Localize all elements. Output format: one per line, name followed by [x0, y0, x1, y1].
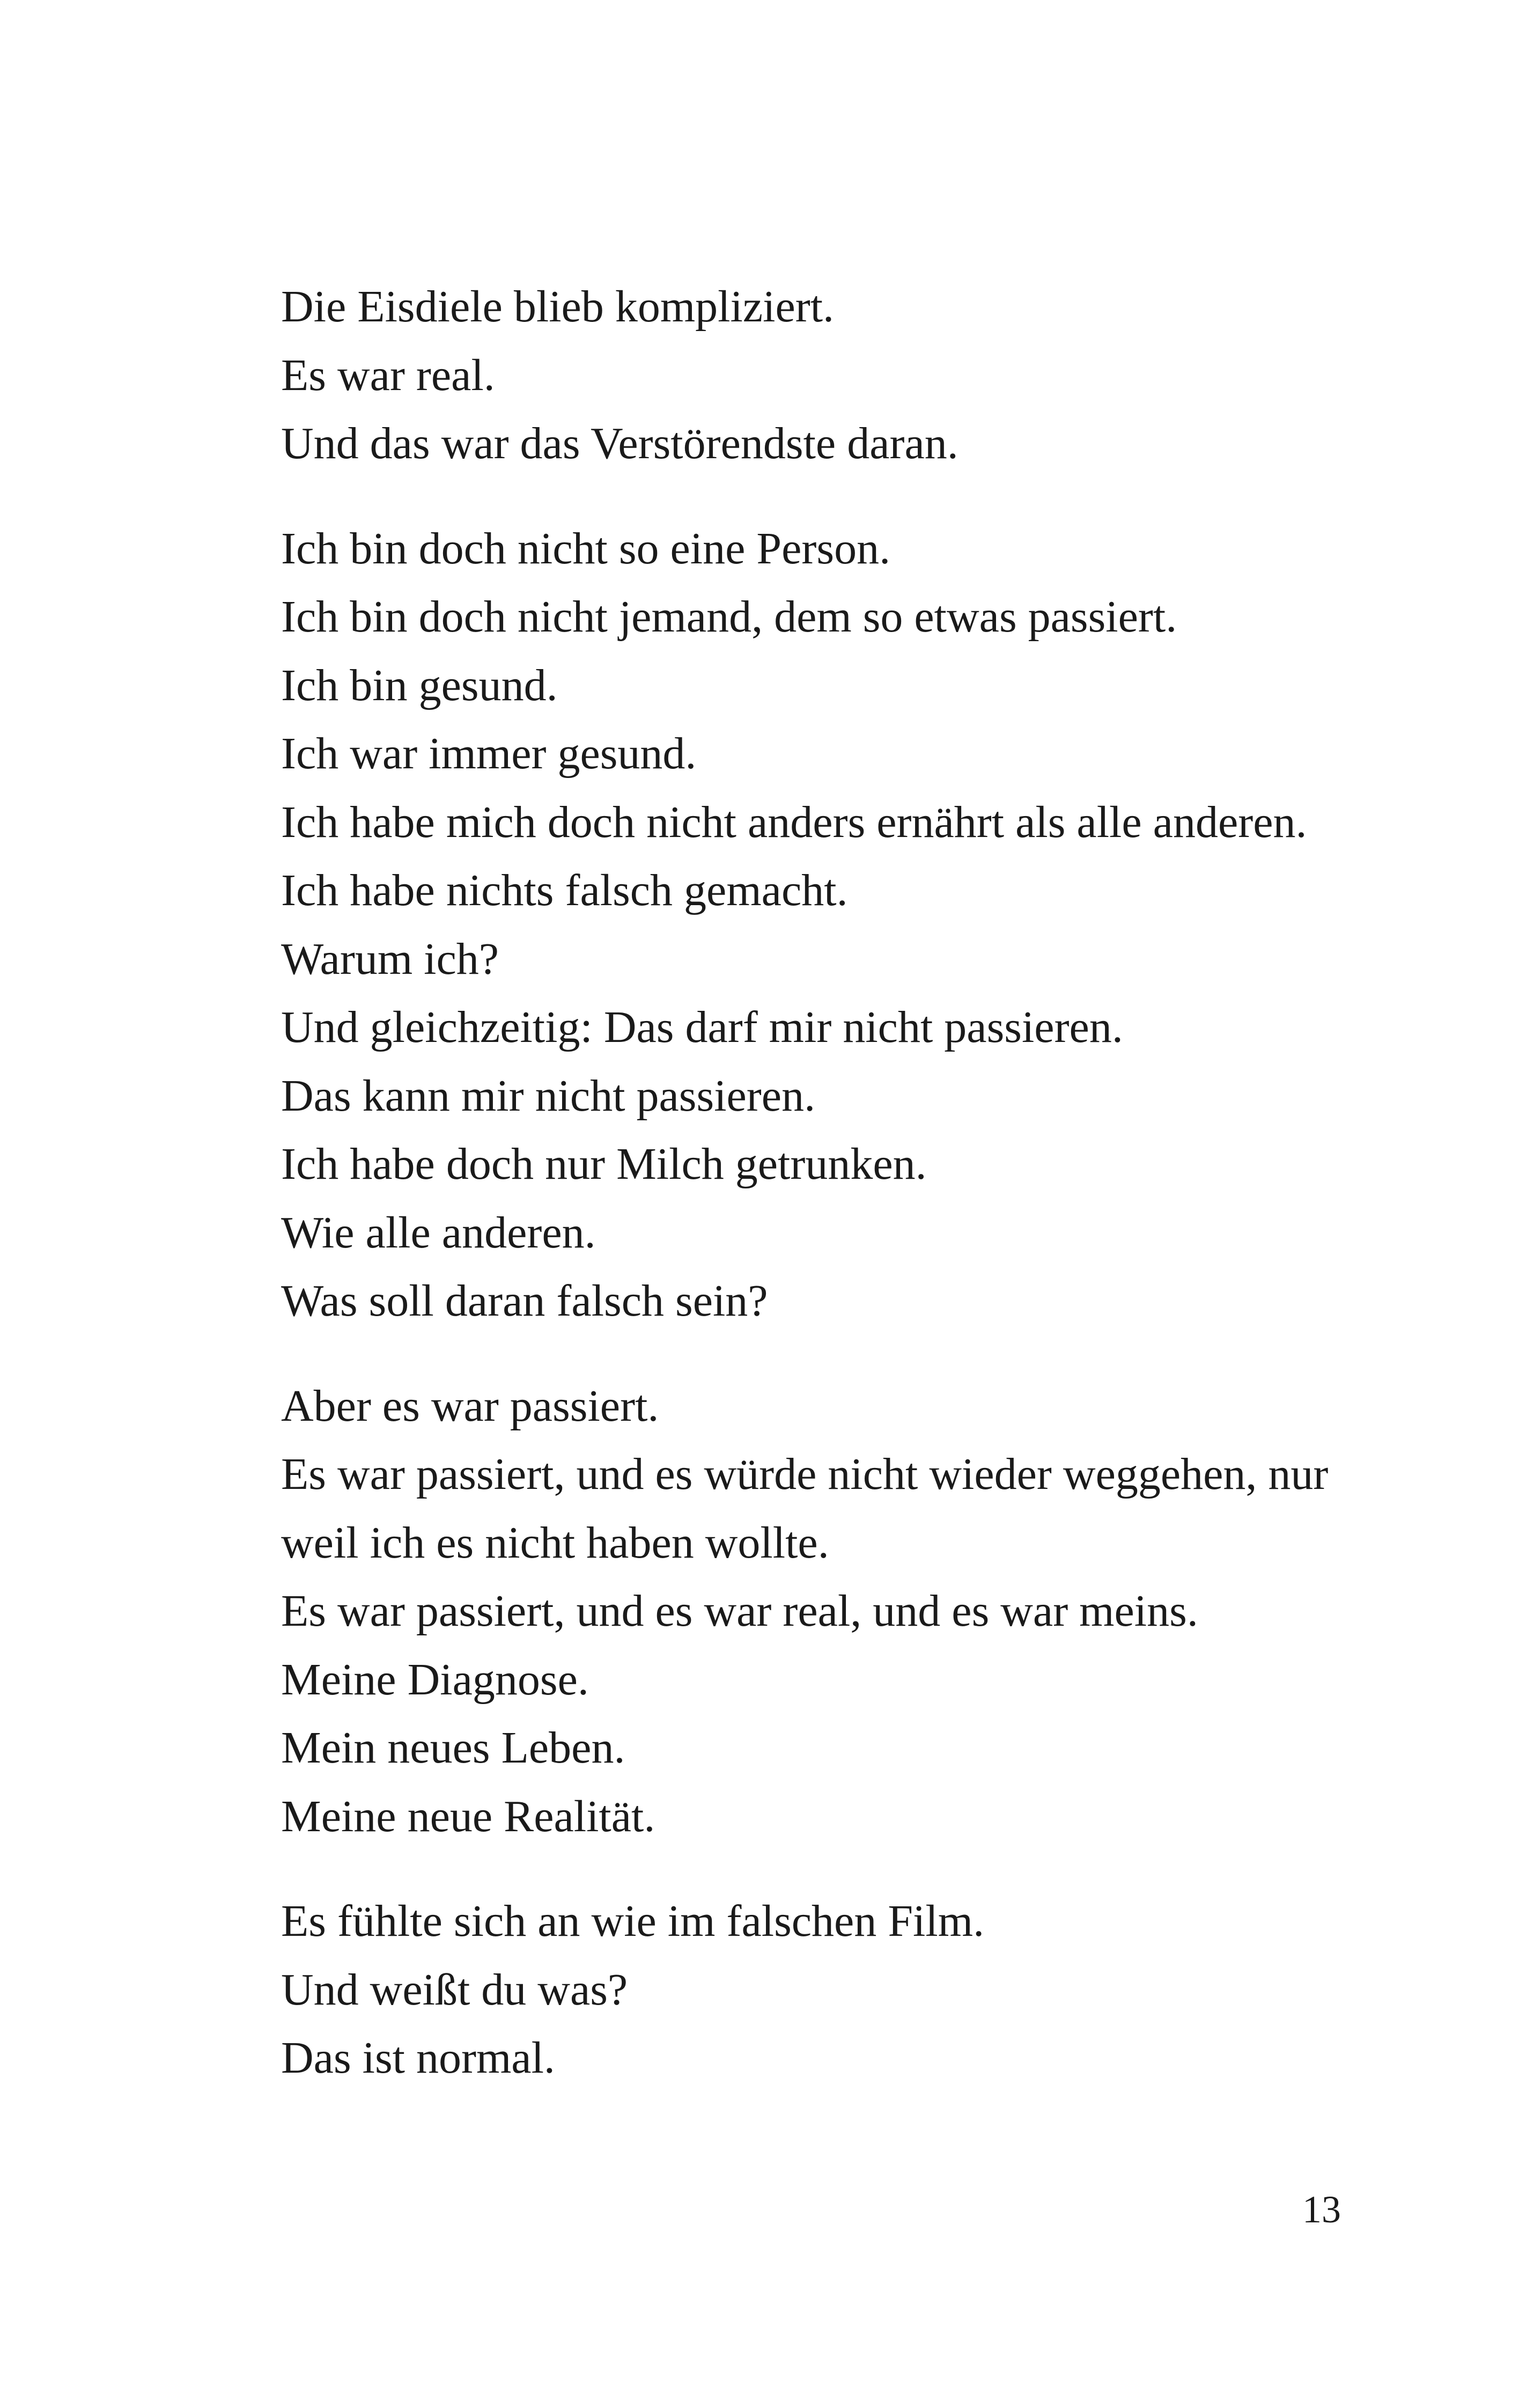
stanza: [281, 1372, 1359, 1851]
text-line: Es war passiert, und es war real, und es war meins.: [281, 1586, 1198, 1636]
text-line: Und das war das Verstörendste daran.: [281, 419, 958, 468]
page-number: 13: [1302, 2188, 1341, 2231]
stanza: [281, 515, 1359, 1335]
text-line: Und gleichzeitig: Das darf mir nicht passieren.: [281, 1002, 1123, 1052]
text-line: Ich habe nichts falsch gemacht.: [281, 865, 848, 915]
text-line: Ich bin doch nicht jemand, dem so etwas passiert.: [281, 592, 1177, 642]
text-line: Das ist normal.: [281, 2033, 555, 2083]
text-line: Ich bin doch nicht so eine Person.: [281, 523, 891, 574]
stanza: [281, 273, 1359, 478]
text-line: Warum ich?: [281, 934, 499, 984]
text-line: Es fühlte sich an wie im falschen Film.: [281, 1896, 985, 1946]
page-body: [281, 273, 1359, 2129]
text-line: Ich war immer gesund.: [281, 729, 697, 779]
text-line: Und weißt du was?: [281, 1964, 628, 2015]
text-line: Es war passiert, und es würde nicht wieder weggehen, nur: [281, 1449, 1329, 1499]
stanza: [281, 1887, 1359, 2093]
text-line: Das kann mir nicht passieren.: [281, 1070, 816, 1121]
text-line: Ich habe mich doch nicht anders ernährt als alle anderen.: [281, 797, 1307, 847]
text-line: Mein neues Leben.: [281, 1723, 625, 1773]
text-line: Meine neue Realität.: [281, 1791, 655, 1841]
text-line: Die Eisdiele blieb kompliziert.: [281, 282, 835, 332]
text-line: Es war real.: [281, 350, 495, 400]
text-line: Meine Diagnose.: [281, 1654, 589, 1705]
text-line: weil ich es nicht haben wollte.: [281, 1517, 829, 1568]
text-line: Wie alle anderen.: [281, 1207, 596, 1258]
text-line: Ich bin gesund.: [281, 660, 558, 710]
text-line: Ich habe doch nur Milch getrunken.: [281, 1139, 927, 1189]
text-line: Aber es war passiert.: [281, 1381, 659, 1431]
text-line: Was soll daran falsch sein?: [281, 1276, 768, 1326]
